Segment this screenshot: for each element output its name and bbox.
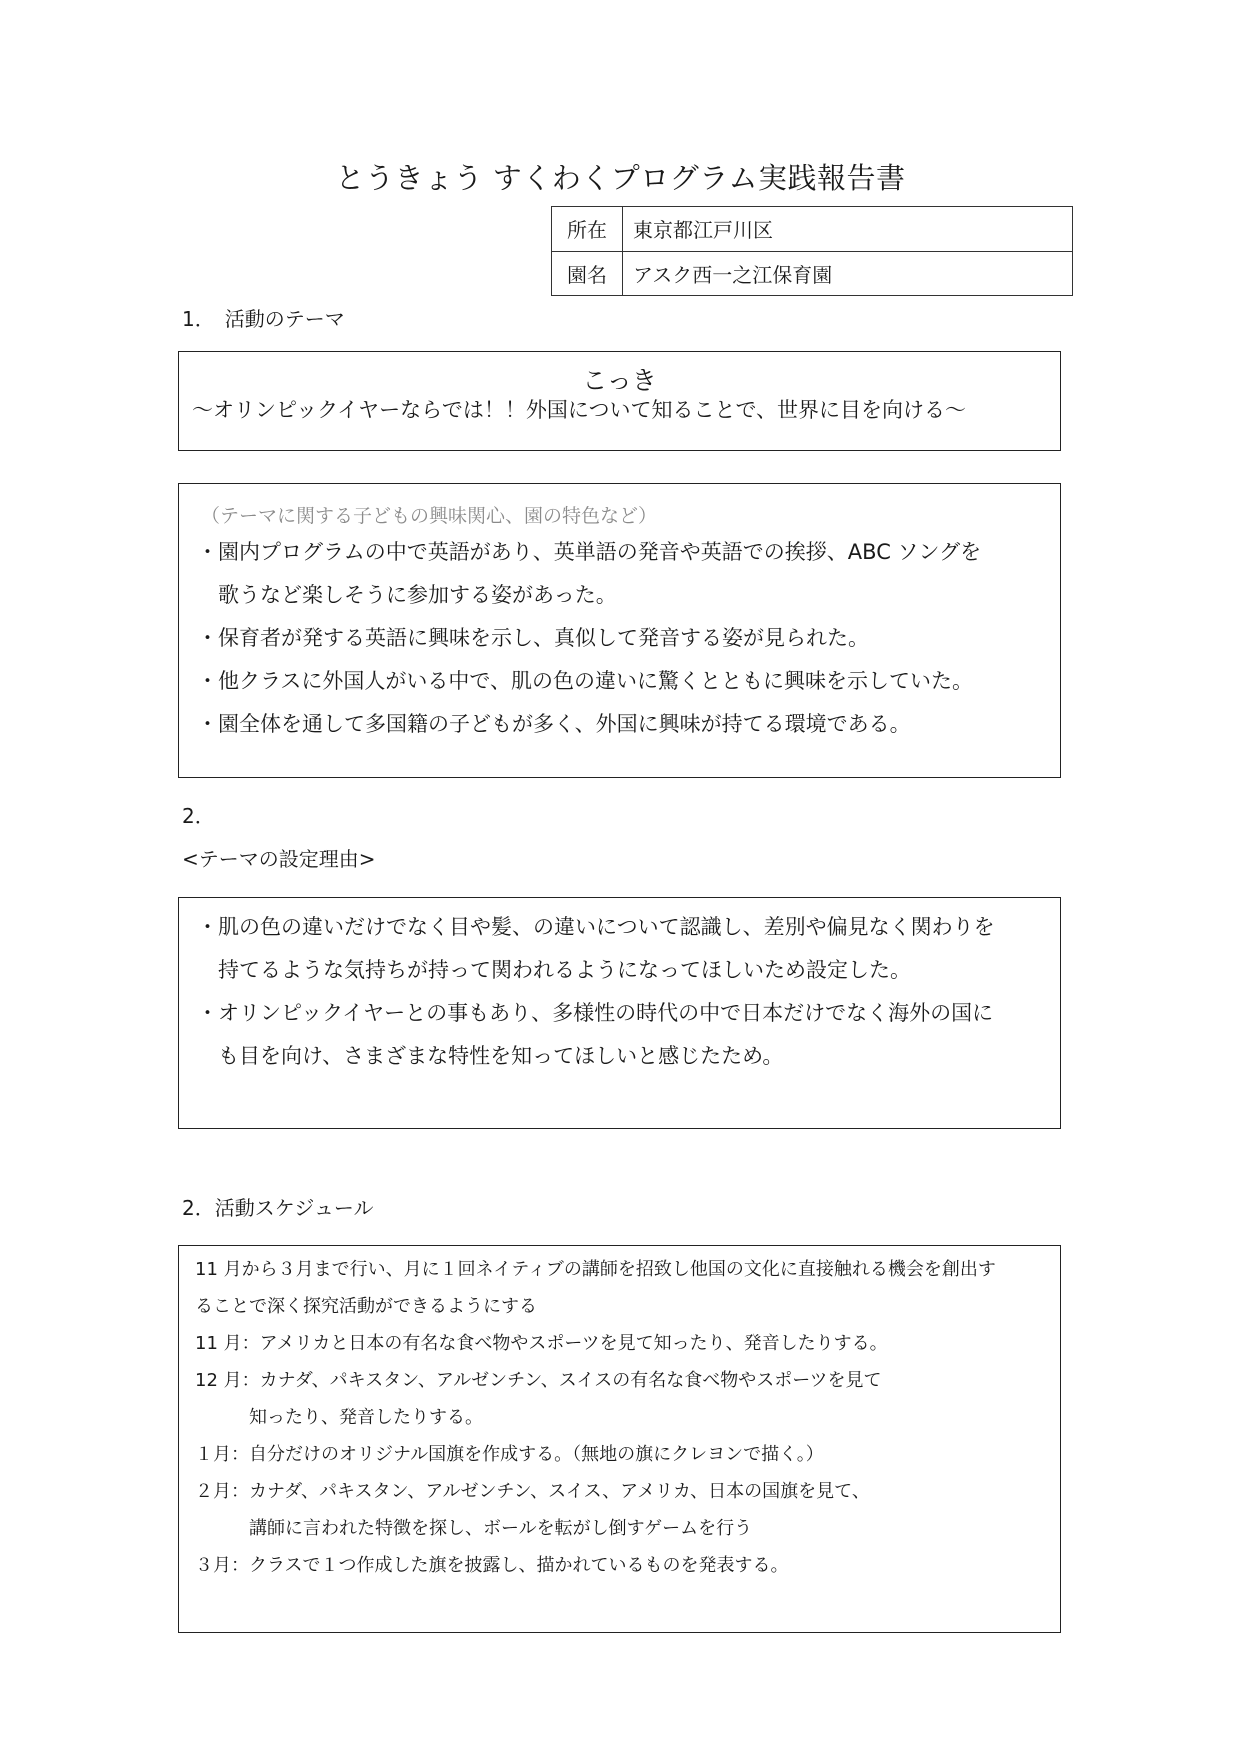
info-table: [551, 206, 1073, 296]
section2-heading: 2．: [182, 804, 215, 828]
reason-box: [178, 897, 1061, 1129]
schedule-box: [178, 1245, 1061, 1633]
section3-heading: 2．活動スケジュール: [182, 1196, 374, 1220]
info-value: 東京都江戸川区: [623, 207, 1073, 252]
info-row-location: [552, 207, 1073, 252]
schedule-line: １月：自分だけのオリジナル国旗を作成する。（無地の旗にクレヨンで描く。）: [195, 1444, 824, 1465]
info-label: 園名: [552, 251, 623, 296]
schedule-line: 12 月：カナダ、パキスタン、アルゼンチン、スイスの有名な食べ物やスポーツを見て: [195, 1370, 882, 1391]
reason-heading: <テーマの設定理由>: [182, 847, 376, 871]
info-label: 所在: [552, 207, 623, 252]
report-title: とうきょう すくわくプログラム実践報告書: [335, 161, 906, 195]
schedule-line: ３月：クラスで１つ作成した旗を披露し、描かれているものを発表する。: [195, 1555, 789, 1576]
reason-line: ・肌の色の違いだけでなく目や髪、の違いについて認識し、差別や偏見なく関わりを: [197, 915, 995, 939]
reason-line: 持てるような気持ちが持って関われるようになってほしいため設定した。: [197, 958, 911, 982]
schedule-line: 11 月：アメリカと日本の有名な食べ物やスポーツを見て知ったり、発音したりする。: [195, 1333, 888, 1354]
schedule-line: ２月：カナダ、パキスタン、アルゼンチン、スイス、アメリカ、日本の国旗を見て、: [195, 1481, 870, 1502]
interest-line: ・保育者が発する英語に興味を示し、真似して発音する姿が見られた。: [197, 626, 869, 650]
interest-line: ・他クラスに外国人がいる中で、肌の色の違いに驚くとともに興味を示していた。: [197, 669, 973, 693]
interest-line: ・園全体を通して多国籍の子どもが多く、外国に興味が持てる環境である。: [197, 712, 911, 736]
reason-line: も目を向け、さまざまな特性を知ってほしいと感じたため。: [197, 1044, 784, 1068]
info-value: アスク西一之江保育園: [623, 251, 1073, 296]
schedule-line: 講師に言われた特徴を探し、ボールを転がし倒すゲームを行う: [195, 1518, 753, 1539]
theme-subtitle: ～オリンピックイヤーならでは！！外国について知ることで、世界に目を向ける～: [192, 398, 967, 422]
info-row-facility: [552, 251, 1073, 296]
theme-box: [178, 351, 1061, 451]
interest-line: ・園内プログラムの中で英語があり、英単語の発音や英語での挨拶、ABC ソングを: [197, 540, 982, 564]
reason-line: ・オリンピックイヤーとの事もあり、多様性の時代の中で日本だけでなく海外の国に: [197, 1001, 994, 1025]
schedule-line: ることで深く探究活動ができるようにする: [195, 1296, 537, 1317]
interest-note: （テーマに関する子どもの興味関心、園の特色など）: [201, 505, 658, 527]
schedule-line: 知ったり、発音したりする。: [195, 1407, 483, 1428]
interest-line: 歌うなど楽しそうに参加する姿があった。: [197, 583, 617, 607]
section1-heading: 1． 活動のテーマ: [182, 307, 345, 331]
interest-box: [178, 483, 1061, 778]
schedule-line: 11 月から３月まで行い、月に１回ネイティブの講師を招致し他国の文化に直接触れる機会を創出す: [195, 1259, 996, 1280]
theme-title: こっき: [582, 366, 657, 395]
